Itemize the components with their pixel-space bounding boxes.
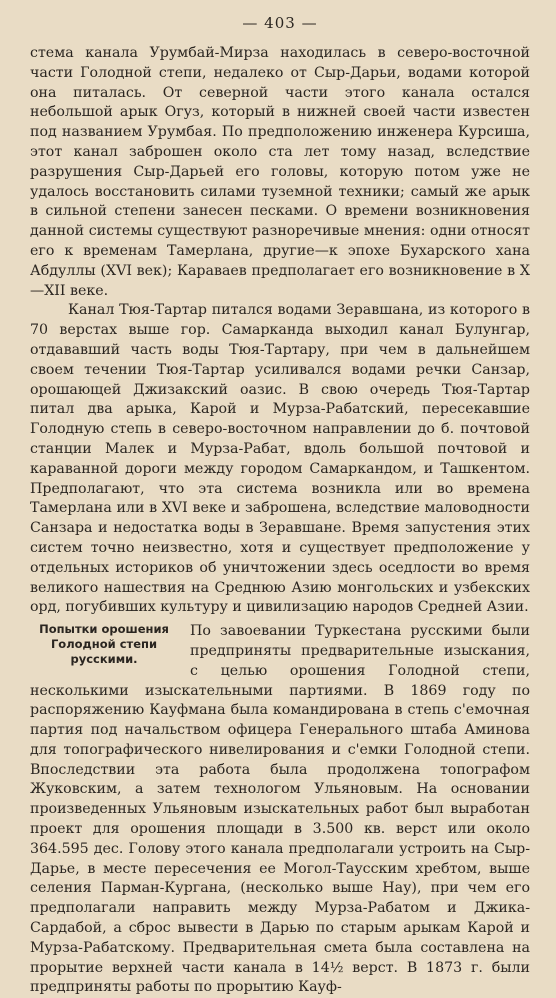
paragraph-russian-surveys: По завоевании Туркестана русскими были предприняты предварительные изыскания, с целью орошения Голодной степи, несколькими изыскательными партиями. В 1869 году по распоряжению Кауфмана была командирована в степь с'емочная партия под начальством офицера Генерального штаба Аминова для топографического нивелирования и с'емки Голодной степи. Впоследствии эта работа была продолжена топографом Жуковским, а затем технологом Ульяновым. На основании произведенных Ульяновым изыскательных работ был выработан проект для орошения площади в 3.500 кв. верст или около 364.595 дес. Голову этого канала предполагали устроить на Сыр-Дарье, в месте пересечения ее Могол-Таусским хребтом, выше селения Парман-Кургана, (несколько выше Нау), при чем его предполагали направить между Мурза-Рабатом и Джика-Сардабой, а сброс вывести в Дарью по старым арыкам Карой и Мурза-Рабатскому. Предварительная смета была составлена на прорытие верхней части канала в 14½ верст. В 1873 г. были предприняты работы по прорытию Кауф-	[30, 623, 530, 996]
paragraph-tyuya-tartar-canal: Канал Тюя-Тартар питался водами Зеравшана, из которого в 70 верстах выше гор. Самарканда выходил канал Булунгар, отдававший часть воды Тюя-Тартару, при чем в дальнейшем своем течении Тюя-Тартар усиливался водами речки Санзар, орошающей Джизакский оазис. В свою очередь Тюя-Тартар питал два арыка, Карой и Мурза-Рабатский, пересекавшие Голодную степь в северо-восточном направлении до б. почтовой станции Малек и Мурза-Рабат, вдоль большой почтовой и караванной дороги между городом Самаркандом, и Ташкентом. Предполагают, что эта система возникла или во времена Тамерлана или в XVI веке и заброшена, вследствие маловодности Санзара и недостатка воды в Зеравшане. Время запустения этих систем точно неизвестно, хотя и существует предположение у отдельных историков об уничтожении здесь оседлости во время великого нашествия на Среднюю Азию монгольских и узбекских орд, погубивших культуру и цивилизацию народов Средней Азии.	[30, 302, 530, 616]
page-number: — 403 —	[242, 14, 318, 32]
side-heading-line: Попытки орошения	[39, 622, 169, 637]
paragraph-urumbai-canal: стема канала Урумбай-Мирза находилась в северо-восточной части Голодной степи, недалеко от Сыр-Дарьи, водами которой она питалась. От северной части этого канала остался небольшой арык Огуз, который в нижней своей части известен под названием Урумбая. По предположению инженера Курсиша, этот канал заброшен около ста лет тому назад, вследствие разрушения Сыр-Дарьей его головы, которую потом уже не удалось восстановить силами туземной техники; самый же арык в сильной степени занесен песками. О времени возникновения данной системы существуют разноречивые мнения: одни относят его к временам Тамерлана, другие—к эпохе Бухарского хана Абдуллы (XVI век); Караваев предполагает его возникновение в X—XII веке.	[30, 45, 530, 299]
section-russian-irrigation	[30, 622, 530, 998]
side-heading-line: русскими.	[70, 652, 138, 667]
side-heading-line: Голодной степи	[50, 637, 158, 652]
side-heading	[30, 622, 178, 667]
